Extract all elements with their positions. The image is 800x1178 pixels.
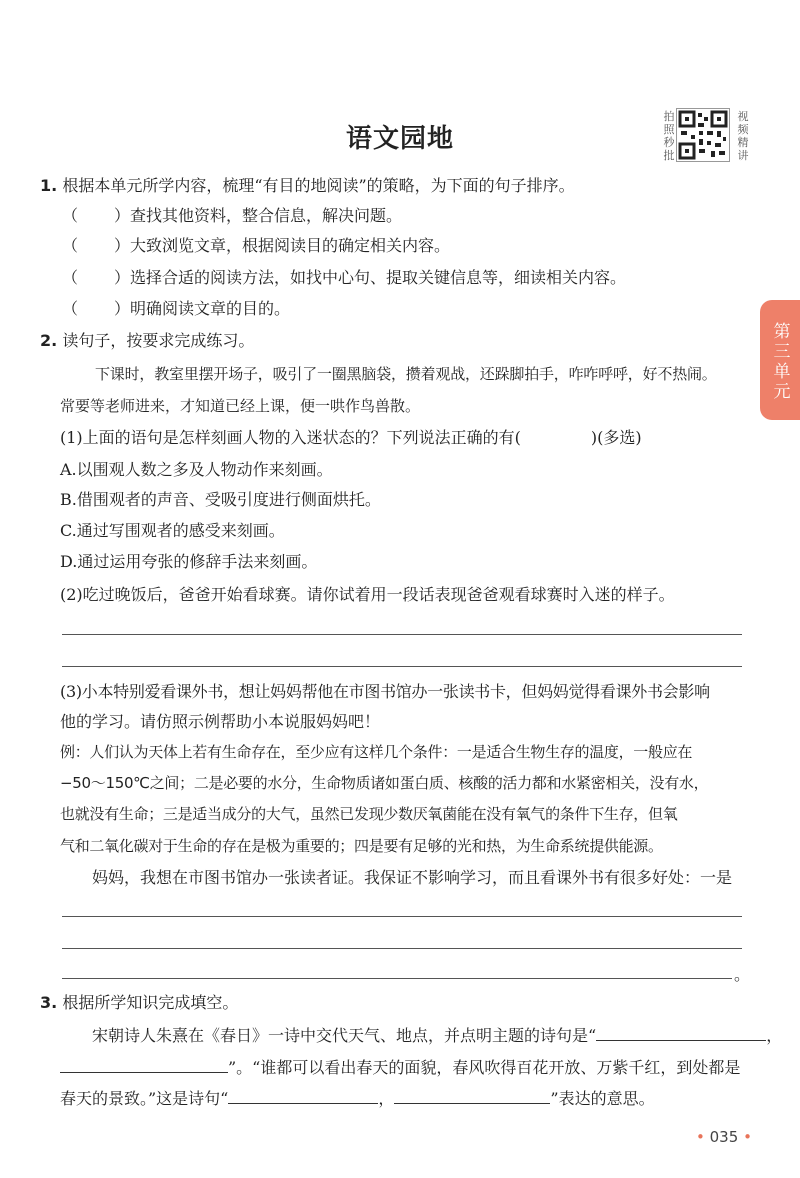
dot-icon: • <box>743 1128 752 1146</box>
fill-blank[interactable] <box>228 1089 378 1104</box>
paren-open: （ <box>62 299 79 318</box>
example-label: 例： <box>60 743 90 761</box>
q1-item-text: 大致浏览文章，根据阅读目的确定相关内容。 <box>130 236 451 255</box>
q1-item[interactable] <box>62 299 290 319</box>
fill-blank[interactable] <box>394 1089 550 1104</box>
unit-side-tab-label: 第三单元 <box>769 322 790 402</box>
q2-option: A.以围观人数之多及人物动作来刻画。 <box>60 460 333 479</box>
example-line: 也就没有生命；三是适当成分的大气，虽然已发现少数厌氧菌能在没有氧气的条件下生存，但氧 <box>60 805 678 823</box>
q3-line <box>60 1089 655 1109</box>
example-line: −50～150℃之间；二是必要的水分，生命物质诸如蛋白质、核酸的活力都和水紧密相关，没有水， <box>60 774 709 792</box>
q2-sub1 <box>60 428 642 448</box>
q3-number: 3. <box>40 993 58 1012</box>
q3-line <box>60 1058 740 1078</box>
q2-number: 2. <box>40 331 58 350</box>
paren-close: ） <box>114 299 131 318</box>
unit-side-tab <box>760 300 800 420</box>
q1-item-text: 查找其他资料，整合信息，解决问题。 <box>130 206 403 225</box>
q2-sub2: (2)吃过晚饭后，爸爸开始看球赛。请你试着用一段话表现爸爸观看球赛时入迷的样子。 <box>60 585 675 604</box>
answer-line[interactable] <box>62 666 742 667</box>
paren-open: （ <box>62 206 79 225</box>
answer-line[interactable] <box>62 978 732 979</box>
answer-line[interactable] <box>62 948 742 949</box>
qr-right-label: 视频精讲 <box>737 110 749 162</box>
q3-prompt <box>40 993 238 1013</box>
q1-item-text: 明确阅读文章的目的。 <box>130 299 291 318</box>
example-line <box>60 742 692 762</box>
answer-line[interactable] <box>62 916 742 917</box>
q1-item-text: 选择合适的阅读方法，如找中心句、提取关键信息等，细读相关内容。 <box>130 268 627 287</box>
page-title: 语文园地 <box>345 124 454 154</box>
qr-code-icon[interactable] <box>676 108 730 162</box>
q2-sub1-suffix: )(多选) <box>590 428 642 447</box>
q2-option: C.通过写围观者的感受来刻画。 <box>60 521 285 540</box>
q2-prompt-text: 读句子，按要求完成练习。 <box>62 331 255 350</box>
page-number-text: 035 <box>709 1128 739 1146</box>
example-text: 人们认为天体上若有生命存在，至少应有这样几个条件：一是适合生物生存的温度，一般应在 <box>89 743 693 761</box>
example-line: 气和二氧化碳对于生命的存在是极为重要的；四是要有足够的光和热，为生命系统提供能源。 <box>60 837 663 855</box>
page-number <box>696 1128 752 1146</box>
fill-blank[interactable] <box>596 1026 766 1041</box>
q1-number: 1. <box>40 176 58 195</box>
dot-icon: • <box>696 1128 705 1146</box>
q2-option: B.借围观者的声音、受吸引度进行侧面烘托。 <box>60 490 381 509</box>
answer-start: 妈妈，我想在市图书馆办一张读者证。我保证不影响学习，而且看课外书有很多好处：一是 <box>92 868 733 887</box>
q3-comma: ， <box>766 1026 783 1045</box>
q1-prompt <box>40 176 575 196</box>
paren-open: （ <box>62 268 79 287</box>
paren-close: ） <box>114 268 131 287</box>
q3-prompt-text: 根据所学知识完成填空。 <box>62 993 239 1012</box>
q2-option: D.通过运用夸张的修辞手法来刻画。 <box>60 552 318 571</box>
q2-sub3-line: 他的学习。请仿照示例帮助小本说服妈妈吧！ <box>60 712 381 731</box>
q1-item[interactable] <box>62 206 402 226</box>
q2-passage-line: 下课时，教室里摆开场子，吸引了一圈黑脑袋，攒着观战，还跺脚拍手，咋咋呼呼，好不热闹。 <box>95 365 717 383</box>
fill-blank[interactable] <box>60 1058 228 1073</box>
q3-line <box>92 1026 782 1046</box>
qr-left-label: 拍照秒批 <box>663 110 675 162</box>
paren-close: ） <box>114 236 131 255</box>
answer-line[interactable] <box>62 634 742 635</box>
q1-item[interactable] <box>62 268 626 288</box>
q3-line3a: 春天的景致。”这是诗句“ <box>60 1089 229 1108</box>
q2-sub1-prompt: (1)上面的语句是怎样刻画人物的入迷状态的？下列说法正确的有( <box>60 428 521 447</box>
q3-line3c: ”表达的意思。 <box>550 1089 655 1108</box>
q2-passage-line: 常要等老师进来，才知道已经上课，便一哄作鸟兽散。 <box>60 397 421 415</box>
period-mark: 。 <box>734 965 751 984</box>
q1-prompt-text: 根据本单元所学内容，梳理“有目的地阅读”的策略，为下面的句子排序。 <box>62 176 575 195</box>
q3-line1-text: 宋朝诗人朱熹在《春日》一诗中交代天气、地点，并点明主题的诗句是“ <box>92 1026 597 1045</box>
paren-open: （ <box>62 236 79 255</box>
q1-item[interactable] <box>62 236 450 256</box>
q3-line3b: ， <box>378 1089 395 1108</box>
paren-close: ） <box>114 206 131 225</box>
q2-sub3-line: (3)小本特别爱看课外书，想让妈妈帮他在市图书馆办一张读书卡，但妈妈觉得看课外书会影响 <box>60 682 710 701</box>
q2-prompt <box>40 331 254 351</box>
q3-line2-text: ”。“谁都可以看出春天的面貌，春风吹得百花开放、万紫千红，到处都是 <box>228 1058 741 1077</box>
